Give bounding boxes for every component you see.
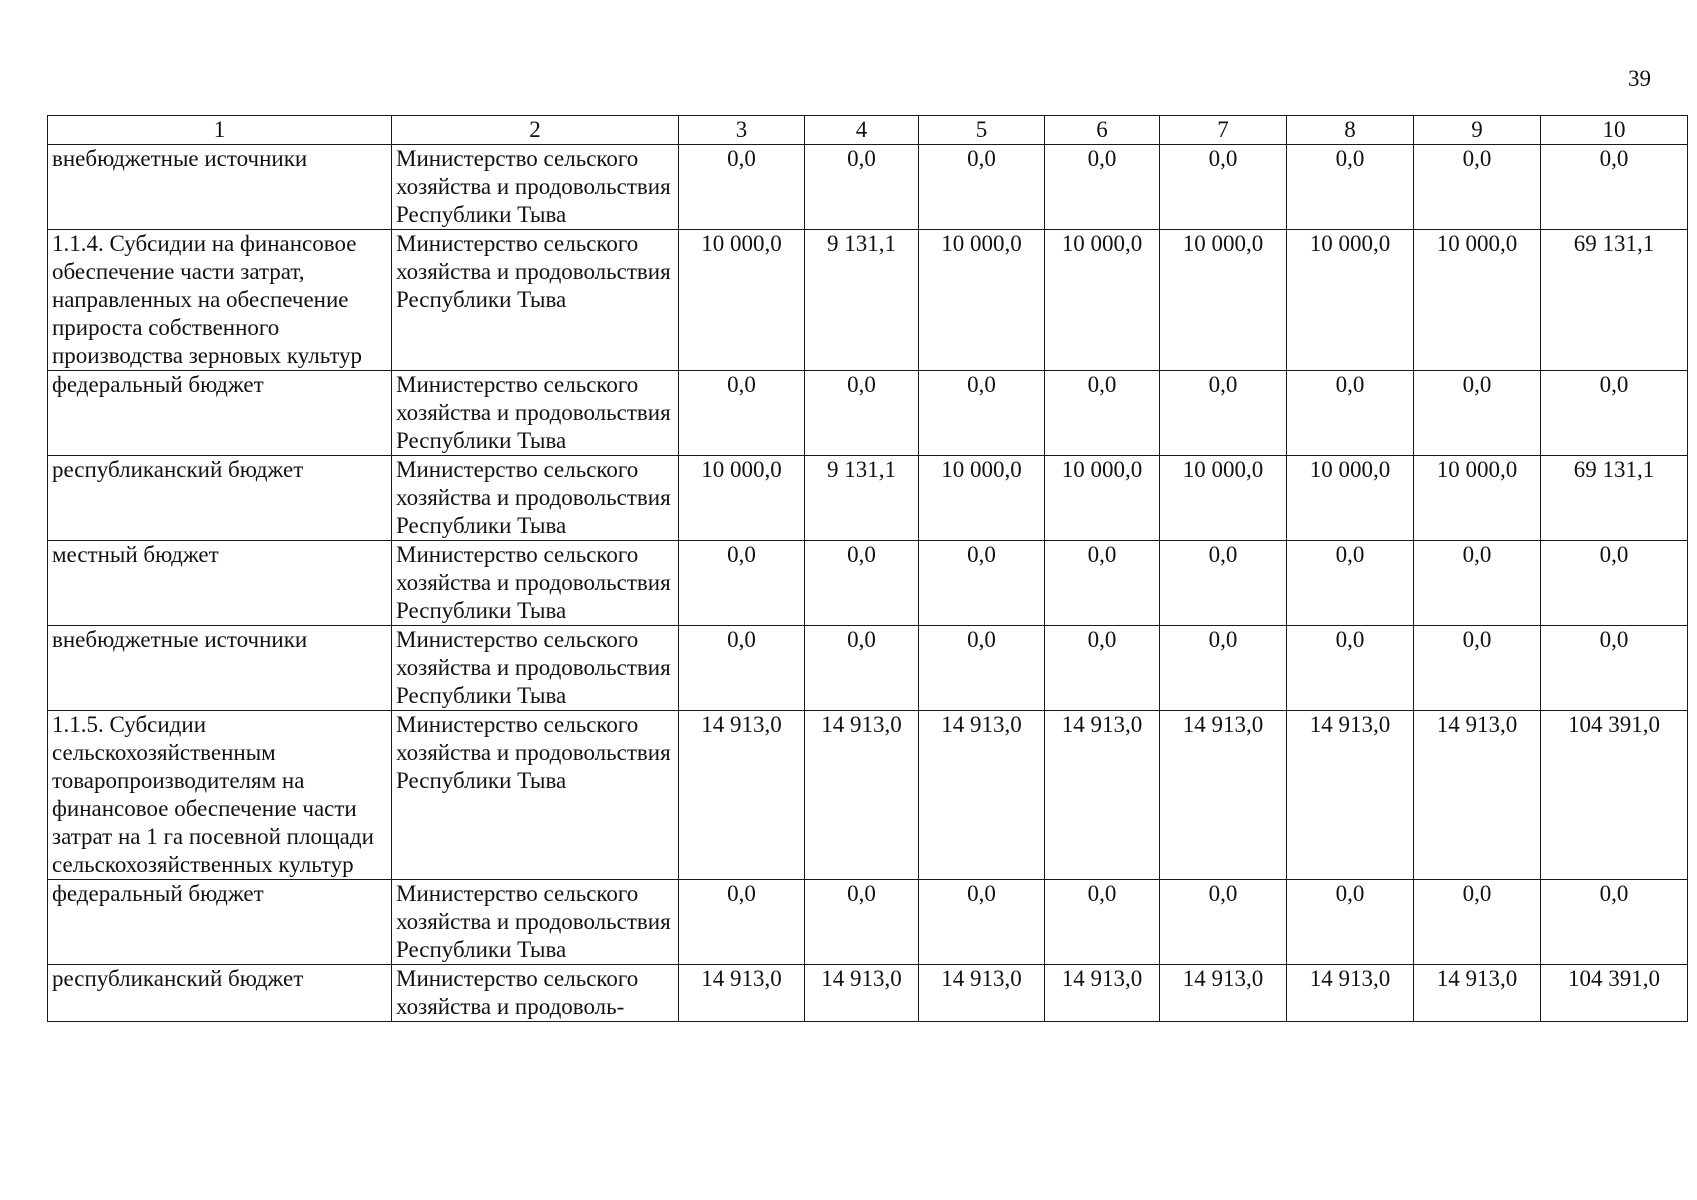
budget-table [47, 115, 1688, 1022]
value-cell: 0,0 [1160, 626, 1287, 711]
value-cell: 69 131,1 [1541, 456, 1688, 541]
value-cell: 0,0 [805, 880, 919, 965]
value-cell: 10 000,0 [919, 456, 1045, 541]
executor-cell: Министерство сельского хозяйства и продовольствия Республики Тыва [392, 711, 679, 880]
column-header: 7 [1160, 116, 1287, 145]
value-cell: 14 913,0 [1287, 711, 1414, 880]
executor-cell: Министерство сельского хозяйства и продовольствия Республики Тыва [392, 456, 679, 541]
value-cell: 0,0 [919, 541, 1045, 626]
executor-cell: Министерство сельского хозяйства и продовольствия Республики Тыва [392, 541, 679, 626]
value-cell: 0,0 [1287, 880, 1414, 965]
value-cell: 0,0 [679, 626, 805, 711]
executor-cell: Министерство сельского хозяйства и продовольствия Республики Тыва [392, 230, 679, 371]
value-cell: 0,0 [1045, 626, 1160, 711]
value-cell: 14 913,0 [679, 965, 805, 1022]
table-row [48, 145, 1688, 230]
value-cell: 0,0 [1541, 371, 1688, 456]
value-cell: 14 913,0 [919, 965, 1045, 1022]
value-cell: 69 131,1 [1541, 230, 1688, 371]
column-header: 2 [392, 116, 679, 145]
value-cell: 14 913,0 [1045, 965, 1160, 1022]
value-cell: 14 913,0 [1160, 965, 1287, 1022]
value-cell: 10 000,0 [1287, 230, 1414, 371]
value-cell: 0,0 [1160, 880, 1287, 965]
value-cell: 10 000,0 [919, 230, 1045, 371]
value-cell: 14 913,0 [805, 965, 919, 1022]
value-cell: 14 913,0 [679, 711, 805, 880]
value-cell: 14 913,0 [1160, 711, 1287, 880]
value-cell: 0,0 [679, 880, 805, 965]
value-cell: 9 131,1 [805, 230, 919, 371]
row-name-cell: 1.1.4. Субсидии на финансовое обеспечение части затрат, направленных на обеспечение прироста собственного производства зерновых культур [48, 230, 392, 371]
value-cell: 0,0 [1045, 145, 1160, 230]
value-cell: 0,0 [679, 145, 805, 230]
row-name-cell: федеральный бюджет [48, 371, 392, 456]
value-cell: 0,0 [1414, 541, 1541, 626]
value-cell: 10 000,0 [1045, 230, 1160, 371]
value-cell: 14 913,0 [1414, 711, 1541, 880]
value-cell: 0,0 [1287, 145, 1414, 230]
executor-cell: Министерство сельского хозяйства и продовольствия Республики Тыва [392, 626, 679, 711]
value-cell: 0,0 [1160, 371, 1287, 456]
row-name-cell: местный бюджет [48, 541, 392, 626]
value-cell: 10 000,0 [1414, 456, 1541, 541]
row-name-cell: внебюджетные источники [48, 145, 392, 230]
value-cell: 14 913,0 [805, 711, 919, 880]
column-header: 10 [1541, 116, 1688, 145]
value-cell: 0,0 [1541, 541, 1688, 626]
value-cell: 10 000,0 [1414, 230, 1541, 371]
value-cell: 9 131,1 [805, 456, 919, 541]
value-cell: 0,0 [679, 541, 805, 626]
table-row [48, 880, 1688, 965]
value-cell: 104 391,0 [1541, 711, 1688, 880]
value-cell: 10 000,0 [1160, 230, 1287, 371]
value-cell: 0,0 [1287, 541, 1414, 626]
column-header: 9 [1414, 116, 1541, 145]
executor-cell: Министерство сельского хозяйства и продоволь- [392, 965, 679, 1022]
value-cell: 14 913,0 [1287, 965, 1414, 1022]
value-cell: 0,0 [1541, 880, 1688, 965]
table-body [48, 145, 1688, 1022]
value-cell: 0,0 [919, 371, 1045, 456]
value-cell: 0,0 [1414, 371, 1541, 456]
value-cell: 0,0 [1287, 626, 1414, 711]
value-cell: 10 000,0 [1160, 456, 1287, 541]
table-row [48, 230, 1688, 371]
value-cell: 0,0 [805, 541, 919, 626]
value-cell: 0,0 [805, 145, 919, 230]
value-cell: 0,0 [1414, 145, 1541, 230]
table-row [48, 965, 1688, 1022]
value-cell: 14 913,0 [1414, 965, 1541, 1022]
row-name-cell: федеральный бюджет [48, 880, 392, 965]
value-cell: 0,0 [1414, 880, 1541, 965]
value-cell: 0,0 [919, 626, 1045, 711]
table-row [48, 711, 1688, 880]
value-cell: 0,0 [805, 371, 919, 456]
row-name-cell: внебюджетные источники [48, 626, 392, 711]
value-cell: 0,0 [679, 371, 805, 456]
value-cell: 14 913,0 [1045, 711, 1160, 880]
column-header: 4 [805, 116, 919, 145]
value-cell: 0,0 [1160, 145, 1287, 230]
table-row [48, 456, 1688, 541]
value-cell: 0,0 [1045, 541, 1160, 626]
executor-cell: Министерство сельского хозяйства и продовольствия Республики Тыва [392, 371, 679, 456]
value-cell: 0,0 [919, 880, 1045, 965]
row-name-cell: республиканский бюджет [48, 965, 392, 1022]
value-cell: 10 000,0 [679, 230, 805, 371]
value-cell: 0,0 [919, 145, 1045, 230]
executor-cell: Министерство сельского хозяйства и продовольствия Республики Тыва [392, 145, 679, 230]
column-header: 1 [48, 116, 392, 145]
row-name-cell: республиканский бюджет [48, 456, 392, 541]
column-header: 6 [1045, 116, 1160, 145]
value-cell: 0,0 [1541, 626, 1688, 711]
column-header: 5 [919, 116, 1045, 145]
table-row [48, 371, 1688, 456]
column-header: 8 [1287, 116, 1414, 145]
page-number: 39 [1628, 66, 1651, 91]
value-cell: 0,0 [1160, 541, 1287, 626]
value-cell: 0,0 [805, 626, 919, 711]
value-cell: 104 391,0 [1541, 965, 1688, 1022]
value-cell: 0,0 [1045, 880, 1160, 965]
table-row [48, 541, 1688, 626]
value-cell: 0,0 [1414, 626, 1541, 711]
value-cell: 0,0 [1287, 371, 1414, 456]
value-cell: 0,0 [1045, 371, 1160, 456]
column-header: 3 [679, 116, 805, 145]
value-cell: 10 000,0 [1287, 456, 1414, 541]
value-cell: 10 000,0 [679, 456, 805, 541]
value-cell: 0,0 [1541, 145, 1688, 230]
value-cell: 14 913,0 [919, 711, 1045, 880]
table-row [48, 626, 1688, 711]
row-name-cell: 1.1.5. Субсидии сельскохозяйственным товаропроизводителям на финансовое обеспечение части затрат на 1 га посевной площади сельскохозяйственных культур [48, 711, 392, 880]
value-cell: 10 000,0 [1045, 456, 1160, 541]
executor-cell: Министерство сельского хозяйства и продовольствия Республики Тыва [392, 880, 679, 965]
header-row [48, 116, 1688, 145]
